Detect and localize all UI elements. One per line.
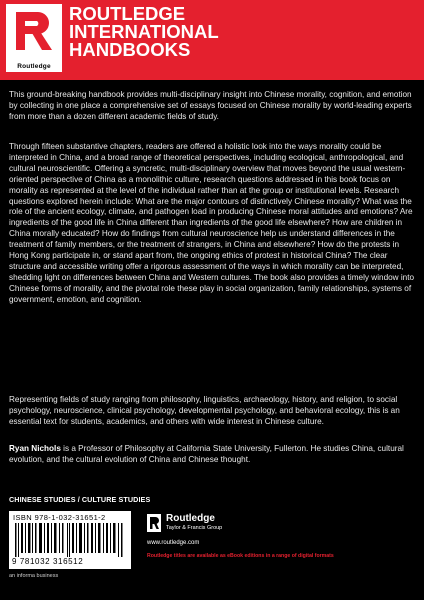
- publisher-name: Routledge: [166, 513, 215, 524]
- author-name: Ryan Nichols: [9, 444, 61, 453]
- barcode-number: 9 781032 316512: [12, 557, 84, 566]
- routledge-logo: [6, 4, 62, 72]
- publisher-group: Taylor & Francis Group: [166, 525, 223, 531]
- publisher-website: www.routledge.com: [147, 540, 200, 546]
- logo-wordmark: Routledge: [17, 63, 51, 70]
- author-bio-text: is a Professor of Philosophy at California State University, Fullerton. He studies China, cultural evolution, and the cultural evolution of China and Chinese thought.: [9, 444, 404, 464]
- series-title: [69, 5, 219, 59]
- series-line: INTERNATIONAL: [69, 21, 219, 42]
- blurb-paragraph-3: Representing fields of study ranging from philosophy, linguistics, archaeology, history, and religion, to social psychology, neuroscience, clinical psychology, developmental psychology, and behavioral ecology, this is an essential text for students, academics, and others with wide interest in Chinese culture.: [9, 395, 400, 426]
- barcode-icon: [15, 523, 125, 557]
- series-line: ROUTLEDGE: [69, 3, 186, 24]
- routledge-small-icon: [147, 514, 161, 532]
- author-bio: [9, 444, 415, 466]
- barcode-panel: [9, 511, 131, 569]
- isbn: ISBN 978-1-032-31651-2: [13, 513, 106, 522]
- informa-note: an informa business: [9, 573, 59, 579]
- ebook-note: Routledge titles are available as eBook editions in a range of digital formats: [147, 553, 334, 559]
- routledge-r-icon: [6, 4, 62, 60]
- series-line: HANDBOOKS: [69, 39, 191, 60]
- subject-category: CHINESE STUDIES / CULTURE STUDIES: [9, 495, 151, 504]
- blurb-paragraph-2: Through fifteen substantive chapters, readers are offered a holistic look into the ways morality could be interpreted in China, and a broad range of theoretical perspectives, including ecological, anthropological, and cultural neuroscientific. Offering a syncretic, multi-disciplinary overview that moves beyond the usual western-oriented perspective of China as a monolithic culture, research questions addressed in this book focus on morality as represented at the level of the individual rather than at the group or institutional levels. Research questions explored herein include: What are the major contours of distinctively Chinese morality? What was the role of the ancient ecology, climate, and pathogen load in producing Chinese moral attitudes and emotions? Are ingredients of the good life in China different than ingredients of the good life elsewhere? How are children in China morally educated? How do findings from cultural neuroscience help us understand differences in the treatment of family members, or the treatment of strangers, in China and elsewhere? How do the protests in Hong Kong participate in, or stand apart from, the ongoing ethics of protest in historical China? The clear structure and accessible writing offer a rigorous assessment of the ways in which morality can be interpreted, shedding light on differences between China and Western cultures. The book also provides a timely window into Chinese forms of morality, and the pivotal role these play in social organization, family relationships, systems of government, emotion, and cognition.: [9, 142, 415, 304]
- blurb-paragraph-1: This ground-breaking handbook provides multi-disciplinary insight into Chinese morality, cognition, and emotion by collecting in one place a comprehensive set of essays focused on Chinese morality by world-leading experts from more than a dozen different academic fields of study.: [9, 90, 412, 121]
